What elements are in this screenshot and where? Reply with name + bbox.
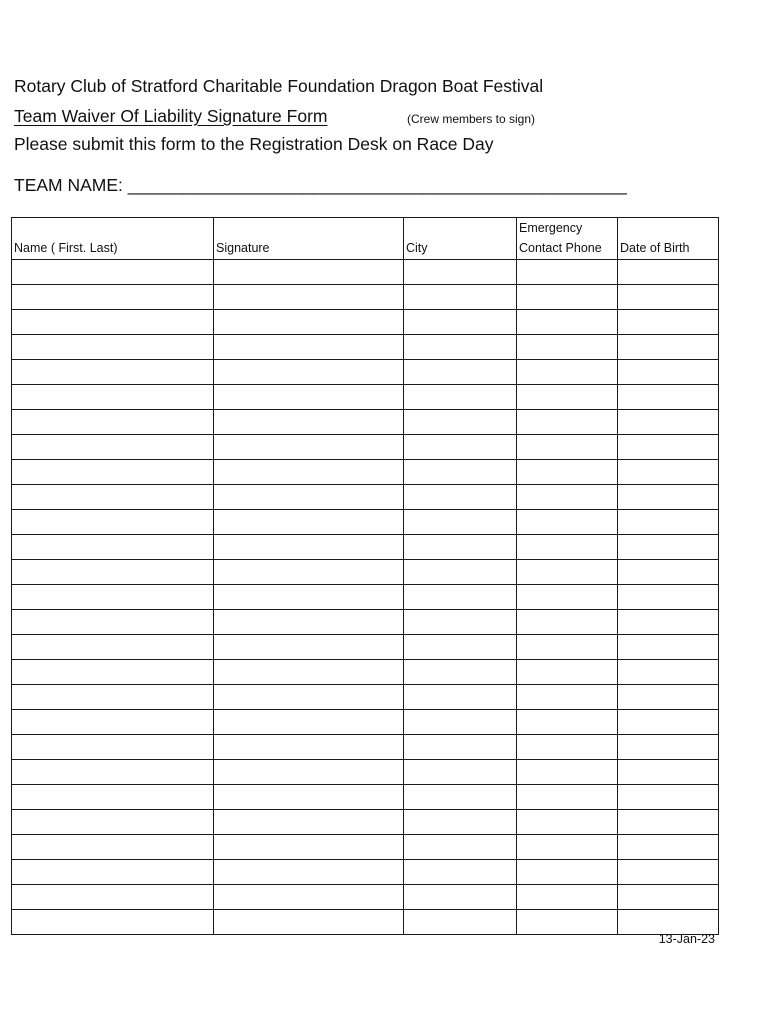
signature-cell[interactable]	[214, 335, 404, 360]
table-row	[12, 835, 719, 860]
signature-cell[interactable]	[214, 310, 404, 335]
city-cell[interactable]	[404, 510, 517, 535]
signature-table	[11, 217, 719, 935]
date-of-birth-cell[interactable]	[618, 585, 719, 610]
name-cell[interactable]	[12, 510, 214, 535]
emergency-phone-cell[interactable]	[517, 710, 618, 735]
date-of-birth-cell[interactable]	[618, 710, 719, 735]
city-cell[interactable]	[404, 460, 517, 485]
name-cell[interactable]	[12, 410, 214, 435]
table-row	[12, 260, 719, 285]
emergency-phone-cell[interactable]	[517, 910, 618, 935]
city-cell[interactable]	[404, 435, 517, 460]
city-cell[interactable]	[404, 735, 517, 760]
table-row	[12, 885, 719, 910]
table-row	[12, 860, 719, 885]
table-row	[12, 435, 719, 460]
header-signature: Signature	[214, 218, 404, 260]
name-cell[interactable]	[12, 610, 214, 635]
name-cell[interactable]	[12, 635, 214, 660]
signature-cell[interactable]	[214, 910, 404, 935]
signature-cell[interactable]	[214, 385, 404, 410]
emergency-phone-cell[interactable]	[517, 585, 618, 610]
signature-cell[interactable]	[214, 435, 404, 460]
table-row	[12, 485, 719, 510]
date-of-birth-cell[interactable]	[618, 435, 719, 460]
name-cell[interactable]	[12, 435, 214, 460]
date-of-birth-cell[interactable]	[618, 460, 719, 485]
name-cell[interactable]	[12, 360, 214, 385]
emergency-phone-cell[interactable]	[517, 285, 618, 310]
city-cell[interactable]	[404, 810, 517, 835]
city-cell[interactable]	[404, 585, 517, 610]
table-row	[12, 610, 719, 635]
emergency-phone-cell[interactable]	[517, 835, 618, 860]
emergency-phone-cell[interactable]	[517, 460, 618, 485]
date-of-birth-cell[interactable]	[618, 785, 719, 810]
revision-date: 13-Jan-23	[658, 932, 715, 946]
signature-cell[interactable]	[214, 785, 404, 810]
city-cell[interactable]	[404, 685, 517, 710]
name-cell[interactable]	[12, 885, 214, 910]
signature-cell[interactable]	[214, 585, 404, 610]
name-cell[interactable]	[12, 485, 214, 510]
city-cell[interactable]	[404, 635, 517, 660]
city-cell[interactable]	[404, 310, 517, 335]
date-of-birth-cell[interactable]	[618, 835, 719, 860]
emergency-phone-cell[interactable]	[517, 335, 618, 360]
name-cell[interactable]	[12, 810, 214, 835]
header-city: City	[404, 218, 517, 260]
name-cell[interactable]	[12, 585, 214, 610]
table-header-row	[12, 218, 719, 260]
city-cell[interactable]	[404, 535, 517, 560]
name-cell[interactable]	[12, 310, 214, 335]
table-body	[12, 260, 719, 935]
city-cell[interactable]	[404, 885, 517, 910]
table-row	[12, 535, 719, 560]
signature-cell[interactable]	[214, 285, 404, 310]
table-row	[12, 335, 719, 360]
signature-cell[interactable]	[214, 510, 404, 535]
form-subtitle-line	[14, 105, 536, 127]
name-cell[interactable]	[12, 660, 214, 685]
table-row	[12, 660, 719, 685]
emergency-phone-cell[interactable]	[517, 435, 618, 460]
name-cell[interactable]	[12, 785, 214, 810]
date-of-birth-cell[interactable]	[618, 610, 719, 635]
name-cell[interactable]	[12, 860, 214, 885]
date-of-birth-cell[interactable]	[618, 285, 719, 310]
emergency-phone-cell[interactable]	[517, 685, 618, 710]
emergency-phone-cell[interactable]	[517, 260, 618, 285]
date-of-birth-cell[interactable]	[618, 535, 719, 560]
signature-cell[interactable]	[214, 410, 404, 435]
city-cell[interactable]	[404, 335, 517, 360]
city-cell[interactable]	[404, 910, 517, 935]
city-cell[interactable]	[404, 760, 517, 785]
table-row	[12, 735, 719, 760]
table-row	[12, 635, 719, 660]
emergency-phone-cell[interactable]	[517, 535, 618, 560]
city-cell[interactable]	[404, 660, 517, 685]
emergency-phone-cell[interactable]	[517, 860, 618, 885]
signature-cell[interactable]	[214, 635, 404, 660]
name-cell[interactable]	[12, 760, 214, 785]
table-row	[12, 410, 719, 435]
city-cell[interactable]	[404, 410, 517, 435]
signature-cell[interactable]	[214, 260, 404, 285]
table-row	[12, 460, 719, 485]
name-cell[interactable]	[12, 535, 214, 560]
table-row	[12, 510, 719, 535]
city-cell[interactable]	[404, 560, 517, 585]
header-phone-line2: Contact Phone	[519, 241, 602, 255]
signature-cell[interactable]	[214, 360, 404, 385]
signature-cell[interactable]	[214, 760, 404, 785]
name-cell[interactable]	[12, 710, 214, 735]
signature-cell[interactable]	[214, 810, 404, 835]
table-row	[12, 385, 719, 410]
emergency-phone-cell[interactable]	[517, 885, 618, 910]
signature-cell[interactable]	[214, 860, 404, 885]
date-of-birth-cell[interactable]	[618, 335, 719, 360]
name-cell[interactable]	[12, 910, 214, 935]
signature-cell[interactable]	[214, 485, 404, 510]
emergency-phone-cell[interactable]	[517, 485, 618, 510]
city-cell[interactable]	[404, 860, 517, 885]
submit-instruction: Please submit this form to the Registration Desk on Race Day	[14, 134, 494, 154]
date-of-birth-cell[interactable]	[618, 760, 719, 785]
name-cell[interactable]	[12, 285, 214, 310]
table-row	[12, 710, 719, 735]
signature-cell[interactable]	[214, 610, 404, 635]
date-of-birth-cell[interactable]	[618, 685, 719, 710]
table-row	[12, 760, 719, 785]
table-row	[12, 285, 719, 310]
date-of-birth-cell[interactable]	[618, 385, 719, 410]
table-row	[12, 310, 719, 335]
table-row	[12, 360, 719, 385]
signature-cell[interactable]	[214, 560, 404, 585]
date-of-birth-cell[interactable]	[618, 660, 719, 685]
emergency-phone-cell[interactable]	[517, 810, 618, 835]
city-cell[interactable]	[404, 610, 517, 635]
signature-cell[interactable]	[214, 885, 404, 910]
signature-cell[interactable]	[214, 835, 404, 860]
date-of-birth-cell[interactable]	[618, 860, 719, 885]
emergency-phone-cell[interactable]	[517, 610, 618, 635]
name-cell[interactable]	[12, 460, 214, 485]
crew-sign-note: (Crew members to sign)	[407, 112, 536, 126]
date-of-birth-cell[interactable]	[618, 260, 719, 285]
city-cell[interactable]	[404, 360, 517, 385]
signature-cell[interactable]	[214, 460, 404, 485]
table-row	[12, 910, 719, 935]
date-of-birth-cell[interactable]	[618, 410, 719, 435]
header-name: Name ( First. Last)	[12, 218, 214, 260]
city-cell[interactable]	[404, 485, 517, 510]
table-row	[12, 810, 719, 835]
name-cell[interactable]	[12, 835, 214, 860]
city-cell[interactable]	[404, 285, 517, 310]
emergency-phone-cell[interactable]	[517, 410, 618, 435]
signature-cell[interactable]	[214, 660, 404, 685]
name-cell[interactable]	[12, 560, 214, 585]
table-row	[12, 560, 719, 585]
emergency-phone-cell[interactable]	[517, 785, 618, 810]
table-row	[12, 685, 719, 710]
date-of-birth-cell[interactable]	[618, 360, 719, 385]
table-row	[12, 785, 719, 810]
date-of-birth-cell[interactable]	[618, 810, 719, 835]
team-name-blank[interactable]: ______________________________________________________	[127, 175, 627, 195]
header-date-of-birth: Date of Birth	[618, 218, 719, 260]
name-cell[interactable]	[12, 385, 214, 410]
date-of-birth-cell[interactable]	[618, 510, 719, 535]
signature-cell[interactable]	[214, 685, 404, 710]
name-cell[interactable]	[12, 260, 214, 285]
name-cell[interactable]	[12, 735, 214, 760]
signature-cell[interactable]	[214, 710, 404, 735]
team-name-line	[14, 174, 626, 196]
date-of-birth-cell[interactable]	[618, 910, 719, 935]
table-row	[12, 585, 719, 610]
city-cell[interactable]	[404, 785, 517, 810]
city-cell[interactable]	[404, 260, 517, 285]
header-emergency-phone	[517, 218, 618, 260]
signature-cell[interactable]	[214, 735, 404, 760]
city-cell[interactable]	[404, 835, 517, 860]
header-phone-line1: Emergency	[519, 221, 583, 235]
form-title: Rotary Club of Stratford Charitable Foundation Dragon Boat Festival	[14, 76, 544, 96]
city-cell[interactable]	[404, 710, 517, 735]
signature-cell[interactable]	[214, 535, 404, 560]
emergency-phone-cell[interactable]	[517, 735, 618, 760]
date-of-birth-cell[interactable]	[618, 310, 719, 335]
emergency-phone-cell[interactable]	[517, 510, 618, 535]
date-of-birth-cell[interactable]	[618, 885, 719, 910]
emergency-phone-cell[interactable]	[517, 310, 618, 335]
team-name-label: TEAM NAME:	[14, 175, 123, 195]
emergency-phone-cell[interactable]	[517, 560, 618, 585]
date-of-birth-cell[interactable]	[618, 485, 719, 510]
emergency-phone-cell[interactable]	[517, 385, 618, 410]
city-cell[interactable]	[404, 385, 517, 410]
emergency-phone-cell[interactable]	[517, 635, 618, 660]
form-subtitle: Team Waiver Of Liability Signature Form	[14, 106, 328, 126]
emergency-phone-cell[interactable]	[517, 360, 618, 385]
date-of-birth-cell[interactable]	[618, 560, 719, 585]
emergency-phone-cell[interactable]	[517, 760, 618, 785]
date-of-birth-cell[interactable]	[618, 635, 719, 660]
name-cell[interactable]	[12, 335, 214, 360]
emergency-phone-cell[interactable]	[517, 660, 618, 685]
name-cell[interactable]	[12, 685, 214, 710]
date-of-birth-cell[interactable]	[618, 735, 719, 760]
